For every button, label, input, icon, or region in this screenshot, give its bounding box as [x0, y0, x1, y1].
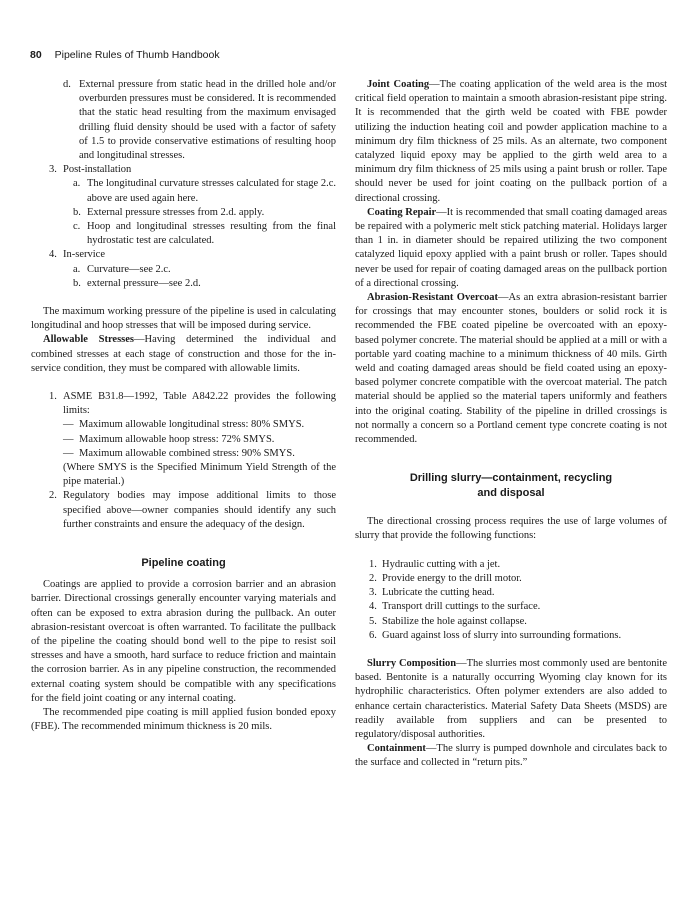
list-marker: 6.	[369, 629, 377, 641]
run-in-heading: Allowable Stresses	[43, 334, 134, 346]
list-text: Stabilize the hole against collapse.	[382, 615, 527, 627]
list-marker: d.	[63, 79, 71, 90]
left-column	[31, 78, 336, 734]
list-marker: 2.	[369, 572, 377, 584]
list-item	[31, 433, 336, 447]
list-item	[355, 600, 667, 614]
list-item	[355, 615, 667, 629]
book-title: Pipeline Rules of Thumb Handbook	[54, 49, 220, 61]
list-text: Maximum allowable longitudinal stress: 80% SMYS.	[79, 419, 305, 431]
section-heading-drilling-slurry	[355, 471, 667, 501]
list-text: Lubricate the cutting head.	[382, 587, 495, 599]
list-text: Maximum allowable hoop stress: 72% SMYS.	[79, 433, 275, 445]
list-text: The longitudinal curvature stresses calculated for stage 2.c. above are used again here.	[87, 178, 336, 204]
list-text: In-service	[63, 249, 105, 261]
list-text: External pressure from static head in the drilled hole and/or overburden pressures must be considered. It is recommended that the static head resulting from the maximum envisaged drilling fluid density should be used with a factor of safety of 1.5 to provide conservative estimations of resulting hoop and longitudinal stresses.	[79, 79, 336, 162]
list-text: Curvature—see 2.c.	[87, 263, 171, 275]
list-item	[31, 206, 336, 220]
list-marker: a.	[73, 263, 81, 275]
list-marker: a.	[73, 178, 81, 190]
list-text: Provide energy to the drill motor.	[382, 572, 522, 584]
list-item	[31, 220, 336, 248]
list-item	[31, 489, 336, 532]
list-marker: 1.	[49, 391, 57, 403]
list-marker: b.	[73, 277, 81, 289]
page-number: 80	[30, 49, 42, 61]
paragraph-slurry-intro: The directional crossing process requires the use of large volumes of slurry that provide the following functions:	[355, 516, 667, 542]
list-marker: c.	[73, 221, 81, 233]
paragraph-joint-coating	[355, 78, 667, 206]
paragraph-slurry-composition	[355, 657, 667, 742]
list-marker: 5.	[369, 615, 377, 627]
list-item	[31, 78, 336, 163]
list-text: Transport drill cuttings to the surface.	[382, 601, 541, 613]
run-in-heading: Containment	[367, 743, 426, 755]
paragraph-containment	[355, 742, 667, 770]
paragraph-abrasion-overcoat	[355, 291, 667, 447]
list-item	[31, 447, 336, 461]
heading-line-2: and disposal	[477, 487, 545, 500]
list-marker: 3.	[49, 164, 57, 176]
list-item	[31, 263, 336, 277]
paragraph-coating-repair	[355, 206, 667, 291]
run-in-heading: Joint Coating	[367, 79, 430, 90]
list-item	[31, 177, 336, 205]
paragraph-text: —It is recommended that small coating damaged areas be repaired with a polymeric melt stick patching material. Holidays larger than 1 in. in diameter should be repaired utilizing the two component catalyzed liquid epoxy applied with a paint brush or roller. Tapes should never be used for repair of coating damaged areas on the pullback portion of a directional crossing.	[355, 206, 667, 289]
list-text: External pressure stresses from 2.d. apply.	[87, 206, 265, 218]
list-item	[355, 629, 667, 643]
paragraph-max-pressure: The maximum working pressure of the pipeline is used in calculating longitudinal and hoop stresses that will be imposed during service.	[31, 306, 336, 332]
list-text: Hydraulic cutting with a jet.	[382, 558, 501, 570]
list-item	[31, 277, 336, 291]
paragraph-text: —The slurries most commonly used are bentonite based. Bentonite is a naturally occurring Wyoming clay known for its hydrophilic characteristics. Often polymer extenders are also added to enhance certain characteristics. Material Safety Data Sheets (MSDS) are readily available from suppliers and can be presented to regulatory/disposal authorities.	[355, 657, 667, 740]
section-heading-pipeline-coating: Pipeline coating	[141, 557, 226, 570]
list-marker: 1.	[369, 558, 377, 570]
list-item	[31, 418, 336, 432]
run-in-heading: Coating Repair	[367, 206, 437, 218]
smys-note	[31, 461, 336, 489]
list-marker: 3.	[369, 587, 377, 599]
run-in-heading: Abrasion-Resistant Overcoat	[367, 292, 499, 304]
paragraph-coating-2: The recommended pipe coating is mill applied fusion bonded epoxy (FBE). The recommended minimum thickness is 20 mils.	[31, 706, 336, 733]
paragraph-text: —Having determined the individual and combined stresses at each stage of construction and those for the in-service condition, they must be compared with allowable limits.	[31, 334, 336, 374]
paragraph-text: —The slurry is pumped downhole and circulates back to the surface and collected in “return pits.”	[355, 743, 667, 769]
run-in-heading: Slurry Composition	[367, 657, 457, 669]
dash-marker: —	[63, 433, 74, 445]
list-item	[355, 586, 667, 600]
list-text: Post-installation	[63, 164, 132, 176]
paragraph-allowable-stresses	[31, 333, 336, 376]
paragraph-coating-1: Coatings are applied to provide a corrosion barrier and an abrasion barrier. Directional crossings generally encounter varying materials and often can be exposed to extra abrasion during the pullback. An outer abrasion-resistant overcoat is often warranted. To facilitate the pullback of the pipeline the coating should bond well to the pipe to resist soil stresses and have a smooth, hard surface to reduce friction and maintain the corrosion barrier. As in any pipeline construction, the recommended external coating system should be compatible with any specifications for the field joint coating or any internal coating.	[31, 579, 336, 704]
dash-marker: —	[63, 419, 74, 431]
list-marker: 4.	[49, 249, 57, 261]
list-text: external pressure—see 2.d.	[87, 277, 201, 289]
list-text: ASME B31.8—1992, Table A842.22 provides the following limits:	[63, 391, 336, 417]
list-text: Hoop and longitudinal stresses resulting from the final hydrostatic test are calculated.	[87, 221, 336, 247]
list-item	[31, 248, 336, 262]
running-header	[30, 48, 220, 62]
right-column	[355, 78, 667, 771]
paragraph-text: —As an extra abrasion-resistant barrier for crossings that may encounter stones, boulders or solid rock it is recommended the FBE coated pipeline be overcoated with an epoxy-based polymer concrete. The material should be applied at a mill or with a portable yard coating machine to a minimum thickness of 40 mils. Girth weld and coating damaged areas should be field coated using an epoxy-based polymer concrete compatible with the overcoat material. The patch material should be applied so the material tapers uniformly and feathers into the original coating. Stability of the pipeline in drilled crossings is not normally a concern so a Portland cement type concrete coating is not recommended.	[355, 292, 667, 446]
list-marker: b.	[73, 206, 81, 218]
list-item	[31, 390, 336, 418]
list-item	[31, 163, 336, 177]
list-text: Maximum allowable combined stress: 90% SMYS.	[79, 447, 295, 459]
list-text: Regulatory bodies may impose additional limits to those specified above—owner companies should identify any such further constraints and ensure the adequacy of the design.	[63, 490, 336, 530]
list-item	[355, 558, 667, 572]
heading-line-1: Drilling slurry—containment, recycling	[409, 472, 613, 485]
dash-marker: —	[63, 447, 74, 459]
list-text: Guard against loss of slurry into surrounding formations.	[382, 629, 622, 641]
list-marker: 2.	[49, 490, 57, 502]
list-marker: 4.	[369, 601, 377, 613]
paragraph-text: —The coating application of the weld area is the most critical field operation to maintain a smooth abrasion-resistant pipe string. It is recommended that the girth weld be coated with FBE powder utilizing the induction heating coil and powder application machine to a minimum dry film thickness of 25 mils. As an alternate, two component catalyzed liquid epoxy may be applied to the girth weld area to a minimum dry film thickness of 25 mils using a paint brush or roller. Tape should never be used for joint coating on the pullback portion of a directional crossing.	[355, 79, 668, 204]
list-item	[355, 572, 667, 586]
note-text: (Where SMYS is the Specified Minimum Yield Strength of the pipe material.)	[63, 462, 336, 488]
